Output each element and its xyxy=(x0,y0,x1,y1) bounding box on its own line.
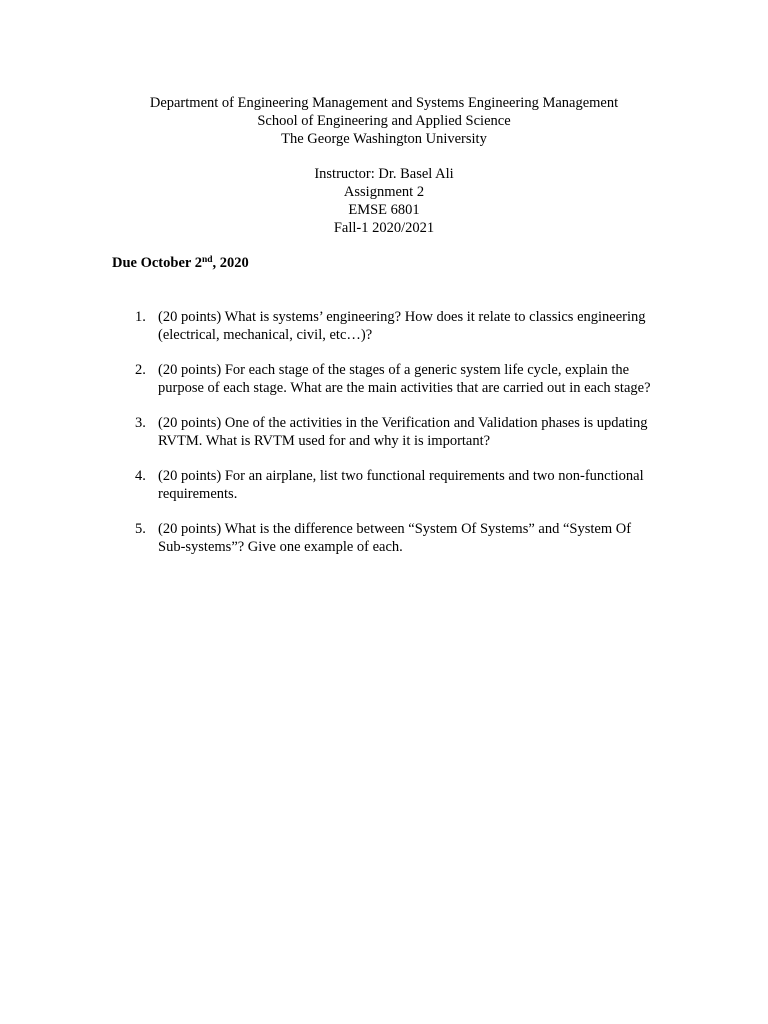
department-name: Department of Engineering Management and Systems Engineering Management xyxy=(149,95,619,111)
question-number: 4. xyxy=(135,468,146,484)
due-date-year: , 2020 xyxy=(212,255,249,271)
question-item xyxy=(135,414,655,450)
question-text: (20 points) One of the activities in the Verification and Validation phases is updating RVTM. What is RVTM used for and why it is important? xyxy=(158,415,648,449)
question-number: 5. xyxy=(135,521,146,537)
question-number: 3. xyxy=(135,415,146,431)
assignment-number: Assignment 2 xyxy=(343,184,425,200)
due-date xyxy=(112,254,249,272)
question-number: 2. xyxy=(135,362,146,378)
question-text: (20 points) For each stage of the stages of a generic system life cycle, explain the purpose of each stage. What are the main activities that are carried out in each stage? xyxy=(158,362,651,396)
question-item xyxy=(135,467,655,503)
instructor-name: Instructor: Dr. Basel Ali xyxy=(314,166,454,182)
university-name: The George Washington University xyxy=(281,131,487,147)
due-date-ordinal: nd xyxy=(201,254,213,265)
question-text: (20 points) For an airplane, list two functional requirements and two non-functional requirements. xyxy=(158,468,644,502)
course-code: EMSE 6801 xyxy=(348,202,420,218)
question-text: (20 points) What is the difference between “System Of Systems” and “System Of Sub-systems”? Give one example of each. xyxy=(158,521,632,555)
assignment-info xyxy=(0,165,768,237)
term: Fall-1 2020/2021 xyxy=(333,220,435,236)
due-date-prefix: Due October 2 xyxy=(112,255,202,271)
question-text: (20 points) What is systems’ engineering? How does it relate to classics engineering (electrical, mechanical, civil, etc…)? xyxy=(158,309,646,343)
question-item xyxy=(135,520,655,556)
document-header xyxy=(0,94,768,148)
question-item xyxy=(135,361,655,397)
question-item xyxy=(135,308,655,344)
question-number: 1. xyxy=(135,309,146,325)
school-name: School of Engineering and Applied Science xyxy=(257,113,511,129)
question-list xyxy=(135,308,655,573)
